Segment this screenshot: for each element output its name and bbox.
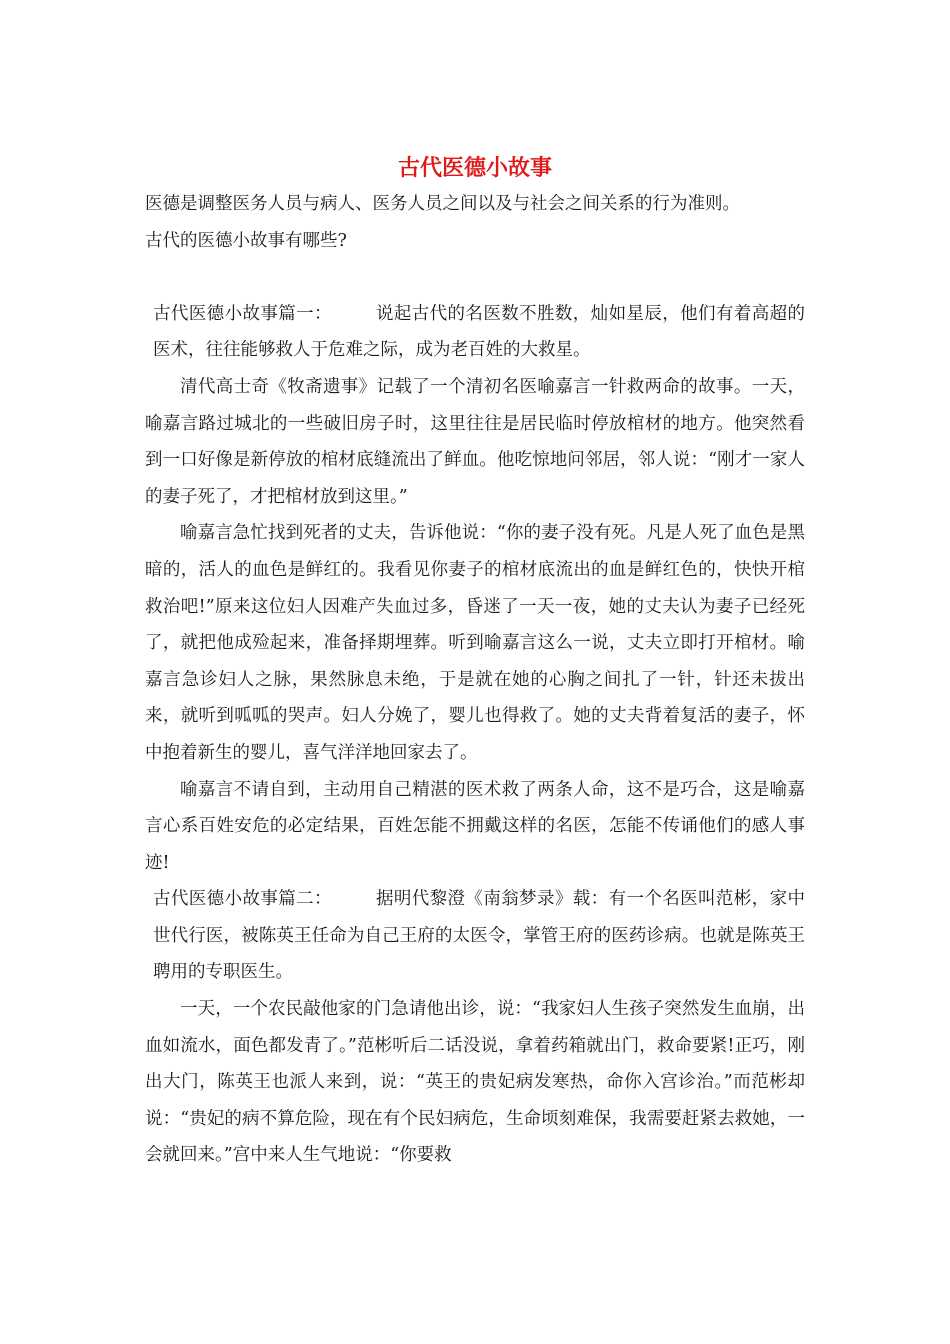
story-two-heading: 古代医德小故事篇二： bbox=[153, 889, 332, 910]
intro-line: 医德是调整医务人员与病人、医务人员之间以及与社会之间关系的行为准则。 bbox=[145, 194, 740, 214]
story-one-paragraph: 喻嘉言急忙找到死者的丈夫，告诉他说：“你的妻子没有死。凡是人死了血色是黑暗的，活人的血色是鲜红的。我看见你妻子的棺材底流出的血是鲜红色的，快快开棺救治吧!”原来这位妇人因难产失血过多，昏迷了一天一夜，她的丈夫认为妻子已经死了，就把他成殓起来，准备择期埋葬。听到喻嘉言这么一说，丈夫立即打开棺材。喻嘉言急诊妇人之脉，果然脉息未绝，于是就在她的心胸之间扎了一针，针还未拔出来，就听到呱呱的哭声。妇人分娩了，婴儿也得救了。她的丈夫背着复活的妻子，怀中抱着新生的婴儿，喜气洋洋地回家去了。 bbox=[145, 523, 805, 763]
intro-line: 古代的医德小故事有哪些? bbox=[145, 230, 347, 251]
story-one-heading: 古代医德小故事篇一： bbox=[153, 303, 332, 324]
story-one-paragraph: 清代高士奇《牧斋遗事》记载了一个清初名医喻嘉言一针救两命的故事。一天，喻嘉言路过城北的一些破旧房子时，这里往往是居民临时停放棺材的地方。他突然看到一口好像是新停放的棺材底缝流出了鲜血。他吃惊地问邻居，邻人说：“刚才一家人的妻子死了，才把棺材放到这里。” bbox=[145, 376, 805, 507]
document-body bbox=[145, 150, 805, 1174]
story-one-lead: 说起古代的名医数不胜数，灿如星辰，他们有着高超的医术，往往能够救人于危难之际，成为老百姓的大救星。 bbox=[153, 303, 806, 361]
story-one-paragraph: 喻嘉言不请自到，主动用自己精湛的医术救了两条人命，这不是巧合，这是喻嘉言心系百姓安危的必定结果，百姓怎能不拥戴这样的名医，怎能不传诵他们的感人事迹! bbox=[145, 779, 805, 873]
story-one-opening bbox=[145, 296, 805, 369]
blank-line bbox=[145, 259, 805, 296]
story-two-opening bbox=[145, 881, 805, 991]
story-two-paragraph: 一天，一个农民敲他家的门急请他出诊，说：“我家妇人生孩子突然发生血崩，出血如流水，面色都发青了。”范彬听后二话没说，拿着药箱就出门，救命要紧!正巧，刚出大门，陈英王也派人来到，说：“英王的贵妃病发寒热，命你入宫诊治。”而范彬却说：“贵妃的病不算危险，现在有个民妇病危，生命顷刻难保，我需要赶紧去救她，一会就回来。”宫中来人生气地说：“你要救 bbox=[145, 999, 805, 1166]
story-two-lead: 据明代黎澄《南翁梦录》载：有一个名医叫范彬，家中世代行医，被陈英王任命为自己王府的太医令，掌管王府的医药诊病。也就是陈英王聘用的专职医生。 bbox=[153, 889, 806, 983]
document-title: 古代医德小故事 bbox=[397, 155, 552, 181]
